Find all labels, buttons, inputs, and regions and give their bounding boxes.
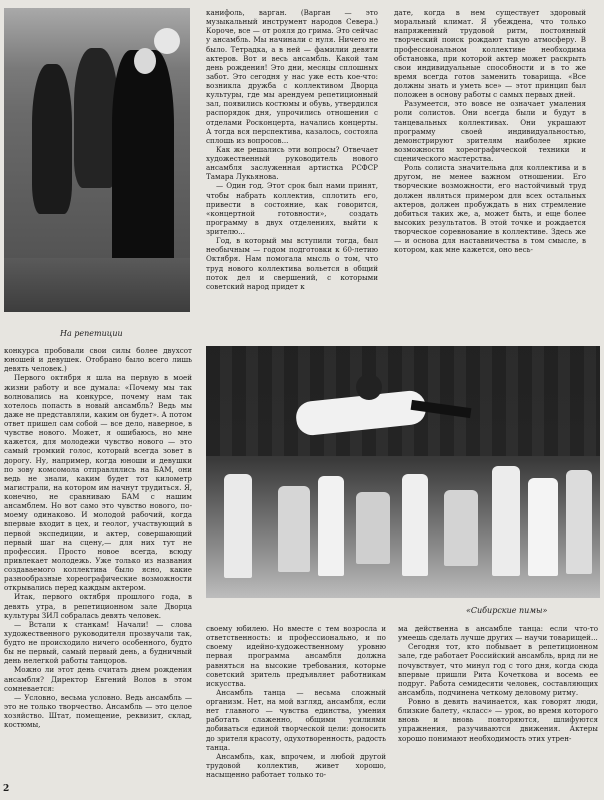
paragraph: — Условно, весьма условно. Ведь ансамбль — это не только творчество. Ансамбль — это целое хозяйство. Штат, помещение, реквизит, склад, костюмы,	[4, 692, 192, 730]
text-column-bottom-middle	[206, 624, 386, 779]
photo-caption-bottom: «Сибирские пимы»	[466, 606, 548, 615]
page-number: 2	[3, 784, 10, 794]
photo-caption-top: На репетиции	[60, 329, 123, 338]
paragraph: ма действенна в ансамбле танца: если что-то умеешь сделать лучше других — научи товарищей...	[398, 624, 598, 643]
paragraph: дате, когда в нем существует здоровый моральный климат. Я убеждена, что только напряженный трудовой ритм, постоянный творческий поиск рождают такую атмосферу. В профессиональном коллективе необходима обстановка, при которой актер может раскрыть свои индивидуальные способности и в то же время всегда готов заменить товарища. «Все должны знать и уметь все» — этот принцип был положен в основу работы с самых первых дней.	[394, 8, 586, 100]
text-column-bottom-right	[398, 624, 598, 743]
paragraph: Ансамбль, как, впрочем, и любой другой трудовой коллектив, живет хорошо, насыщенно работает только то-	[206, 751, 386, 779]
stage-performance-photo	[206, 346, 600, 598]
paragraph: Разумеется, это вовсе не означает умаления роли солистов. Они всегда были и будут в танцевальных коллективах. Они украшают программу своей индивидуальностью, демонстрируют зрителям наиболее яркие возможности хореографической техники и сценического мастерства.	[394, 99, 586, 163]
paragraph: Можно ли этот день считать днем рождения ансамбля? Директор Евгений Волов в этом сомневается:	[4, 665, 192, 693]
paragraph: — Один год. Этот срок был нами принят, чтобы набрать коллектив, сплотить его, привести в состояние, как говорится, «концертной готовности», создать программу в двух отделениях, выйти к зрителю...	[206, 181, 378, 236]
paragraph: Первого октября я шла на первую в моей жизни работу и все думала: «Почему мы так волновались на конкурсе, почему нам так хотелось попасть в новый ансамбль? Ведь мы даже не представляли, каким он будет». А потом ответ пришел сам собой — все дело, наверное, в чувстве нового. Может, я ошибаюсь, но мне кажется, для молодежи чувство нового — это самый громкий голос, который всегда зовет в дорогу. Ну, например, когда юноши и девушки по зову комсомола отправлялись на БАМ, они ведь не знали, каким будет тот километр магистрали, на котором им начнут трудиться. Я, конечно, не сравниваю БАМ с нашим ансамблем. Но вот само это чувство нового, по-моему одинаково. И молодой рабочий, когда впервые входит в цех, и геолог, участвующий в первой экспедиции, и актер, совершающий первый шаг на сцену,— для них тут не профессия. Просто новое всегда, всюду привлекает молодежь. Уже только из названия создаваемого коллектива было ясно, какие разнообразные хореографические возможности открывались перед каждым актером.	[4, 373, 192, 593]
paragraph: Итак, первого октября прошлого года, в девять утра, в репетиционном зале Дворца культуры ЗИЛ собралась девять человек.	[4, 592, 192, 620]
text-column-top-middle	[206, 8, 378, 291]
paragraph: — Встали к станкам! Начали! — слова художественного руководителя прозвучали так, будто не происходило ничего особенного, будто бы не первый, самый первый день, а будничный день нелегкой работы танцоров.	[4, 619, 192, 666]
paragraph: Сегодня тот, кто побывает в репетиционном зале, где работает Российский ансамбль, вряд ли не почувствует, что минул год с того дня, когда сюда впервые пришли Рита Кочеткова и восемь ее подруг. Работа семидесяти человек, составляющих ансамбль, подчинена четкому деловому ритму.	[398, 642, 598, 697]
paragraph: Ровно в девять начинается, как говорят люди, близкие балету, «класс» — урок, во время которого вновь и вновь повторяются, шлифуются упражнения, разучиваются движения. Актеры хорошо понимают необходимость этих утрен-	[398, 697, 598, 743]
paragraph: канифоль, варган. (Варган — это музыкальный инструмент народов Севера.) Короче, все — от рояля до грима. Это сейчас у ансамбль. Мы начинали с нуля. Ничего не было. Тетрадка, а в ней — фамилии девяти актеров. Вот и весь ансамбль. Какой там день рождения! Это дни, месяцы сплошных забот. Это сегодня у нас уже есть кое-что: возникла дружба с коллективом Дворца культуры, где мы арендуем репетиционный зал, появились костюмы и обувь, утвердился распорядок дня, упрочились отношения с отделами Росконцерта, начались концерты. А тогда вся перспектива, казалось, состояла сплошь из вопросов...	[206, 8, 378, 145]
paragraph: Роль солиста значительна для коллектива и в другом, не менее важном отношении. Его творческие возможности, его настойчивый труд должен являться примером для всех остальных актеров, должен пробуждать в них стремление добиться таких же, а, может быть, и еще более высоких результатов. В этой точке и рождается творческое соревнование в коллективе. Здесь же — и основа для наставничества в том смысле, в котором, как мне кажется, оно весь-	[394, 163, 586, 255]
rehearsal-photo	[4, 8, 190, 312]
paragraph: Год, в который мы вступили тогда, был необычным — годом подготовки к 60-летию Октября. Нам помогала мысль о том, что труд нового коллектива вольется в общий поток дел и свершений, с которыми советский народ придет к	[206, 236, 378, 291]
paragraph: Как же решались эти вопросы? Отвечает художественный руководитель нового ансамбля заслуженная артистка РСФСР Тамара Лукьянова.	[206, 144, 378, 182]
paragraph: конкурса пробовали свои силы более двухсот юношей и девушек. Отобрано было всего лишь девять человек.)	[4, 346, 192, 374]
paragraph: своему юбилею. Но вместе с тем возросла и ответственность: и профессионально, и по своему идейно-художественному уровню первая программа ансамбля должна равняться на высокие требования, которые советский зритель предъявляет работникам искусства.	[206, 624, 386, 688]
text-column-left	[4, 346, 192, 729]
text-column-top-right	[394, 8, 586, 254]
paragraph: Ансамбль танца — весьма сложный организм. Нет, на мой взгляд, ансамбля, если нет главного — чувства единства, умения работать слаженно, общими усилиями добиваться единой творческой цели: доносить до зрителя красоту, одухотворенность, радость танца.	[206, 687, 386, 752]
